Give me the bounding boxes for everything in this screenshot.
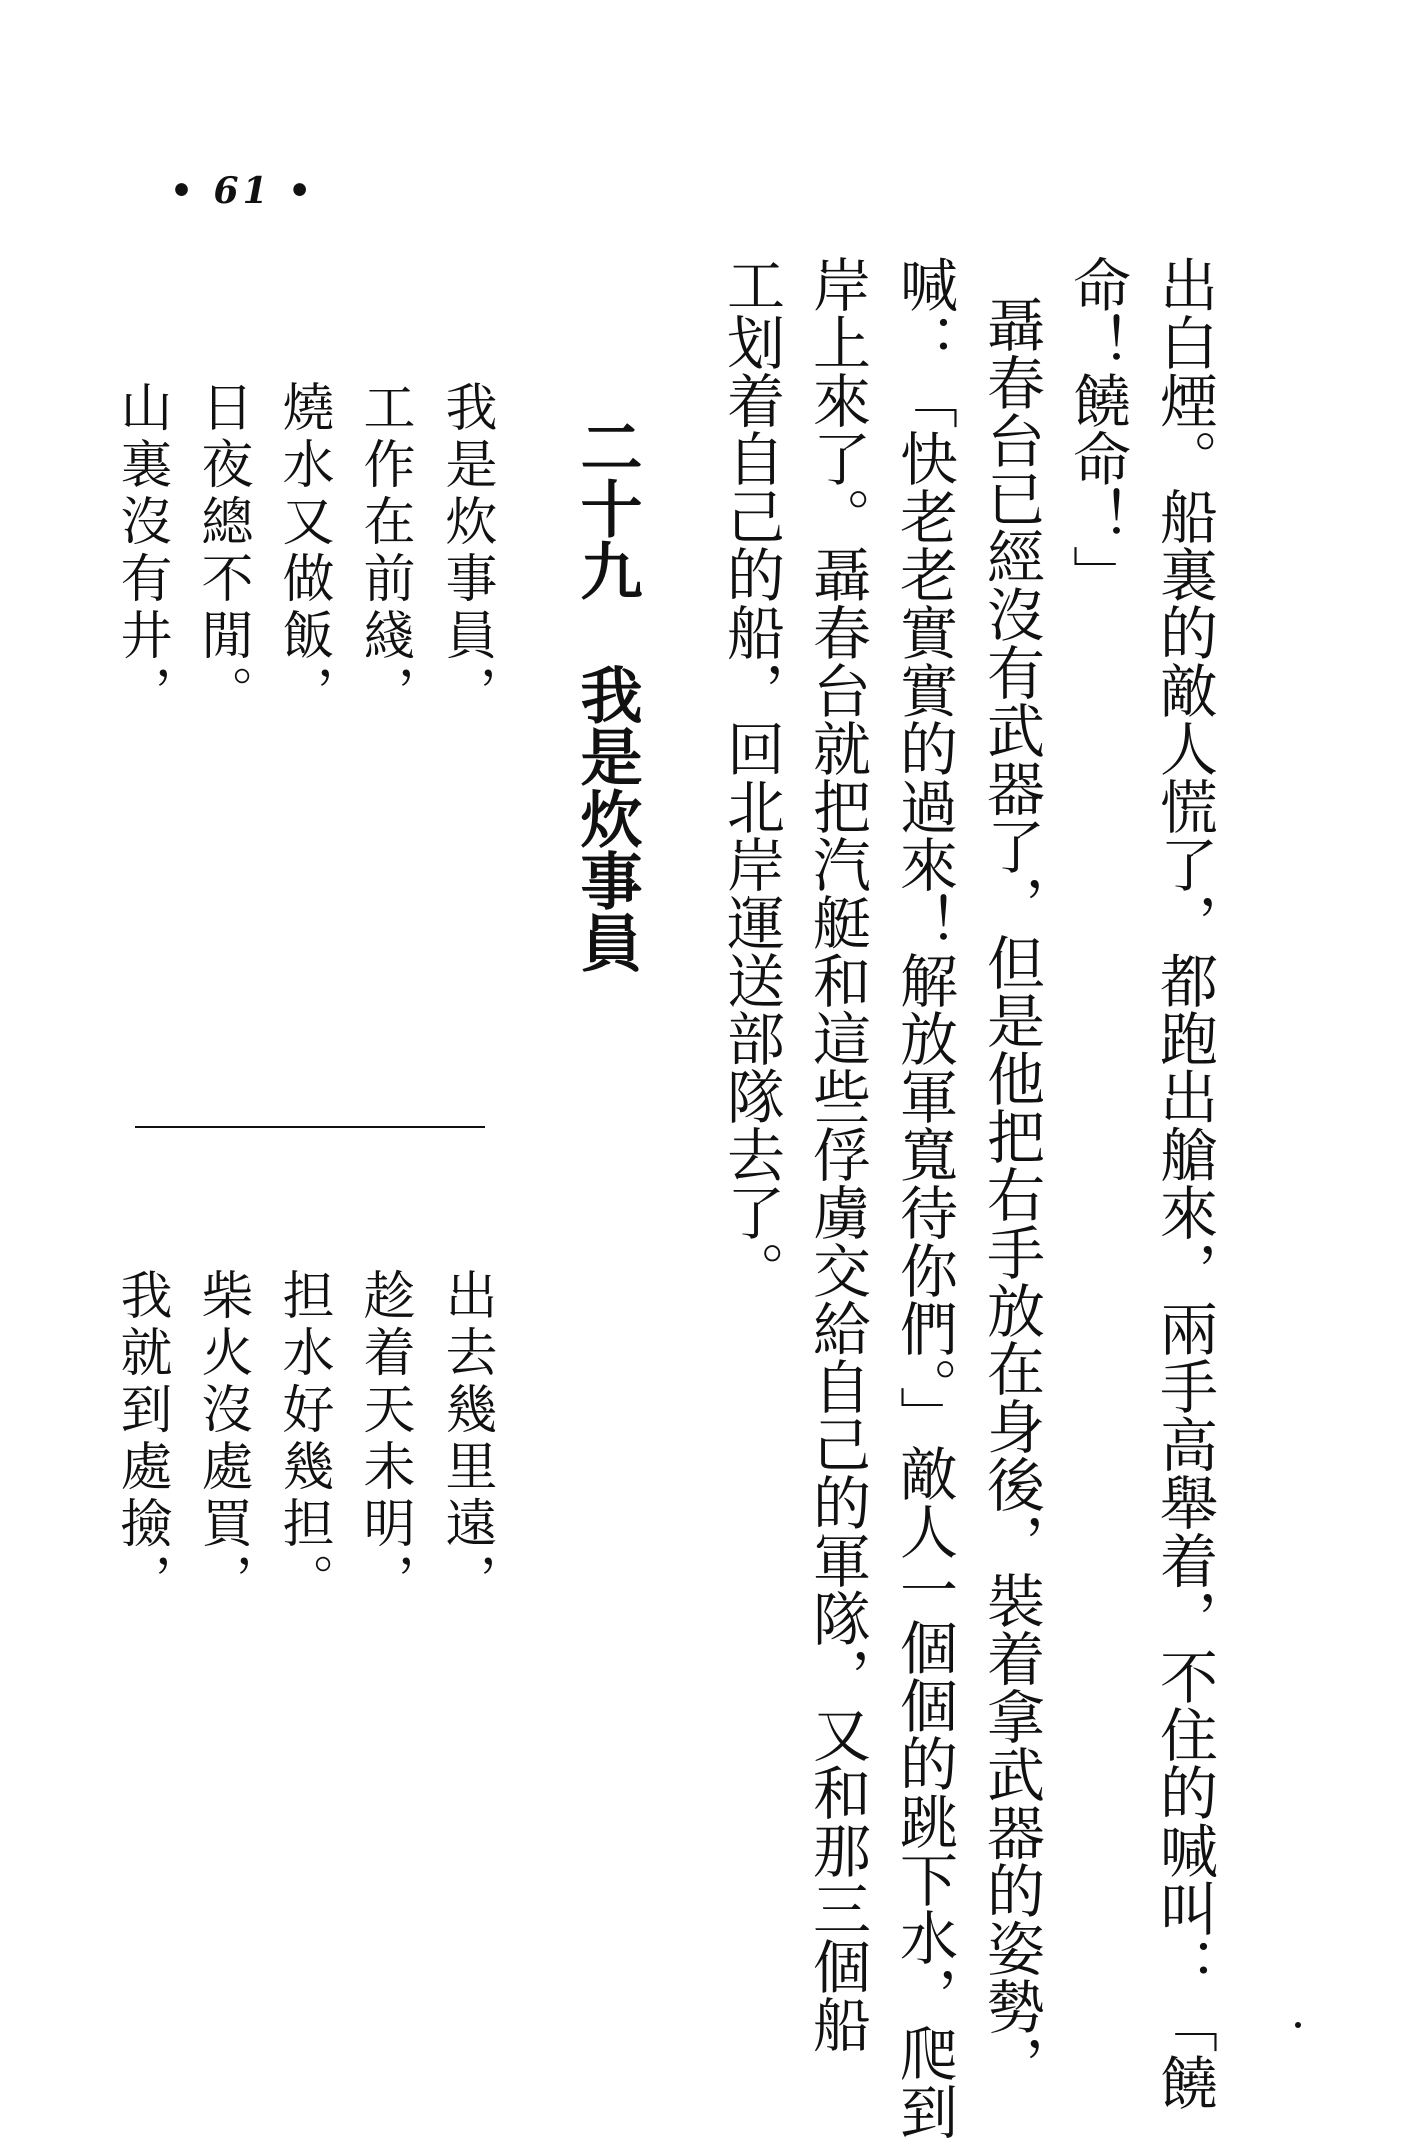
prose-column-1: 出白煙。船裏的敵人慌了，都跑出艙來，兩手高舉着，不住的喊叫：「饒 — [1150, 255, 1218, 2111]
poem-upper-line-1: 我是炊事員， — [436, 380, 496, 722]
poem-lower-line-2: 趁着天未明， — [354, 1268, 414, 1610]
poem-lower-line-1: 出去幾里遠， — [436, 1268, 496, 1610]
prose-column-4: 喊：「快老老實實的過來！解放軍寬待你們。」敵人一個個的跳下水，爬到 — [890, 255, 958, 2140]
prose-column-6: 工划着自己的船，回北岸運送部隊去了。 — [717, 255, 785, 1299]
poem-upper-line-3: 燒水又做飯， — [273, 380, 333, 722]
prose-column-5: 岸上來了。聶春台就把汽艇和這些俘虜交給自己的軍隊，又和那三個船 — [803, 255, 871, 2053]
poem-upper-line-2: 工作在前綫， — [354, 380, 414, 722]
poem-lower-line-3: 担水好幾担。 — [273, 1268, 333, 1610]
section-heading: 二十九 我是炊事員 — [570, 415, 643, 973]
page-number: • 61 • — [170, 170, 316, 212]
poem-upper-line-5: 山裏沒有井， — [111, 380, 171, 722]
prose-column-3: 聶春台已經沒有武器了，但是他把右手放在身後，裝着拿武器的姿勢， — [977, 295, 1045, 2093]
section-divider — [135, 1126, 485, 1128]
poem-lower-line-4: 柴火沒處買， — [192, 1268, 252, 1610]
poem-lower-line-5: 我就到處撿， — [111, 1268, 171, 1610]
poem-upper-line-4: 日夜總不閒。 — [192, 380, 252, 722]
prose-column-2: 命！饒命！」 — [1063, 255, 1131, 603]
print-speck — [1295, 2022, 1301, 2028]
